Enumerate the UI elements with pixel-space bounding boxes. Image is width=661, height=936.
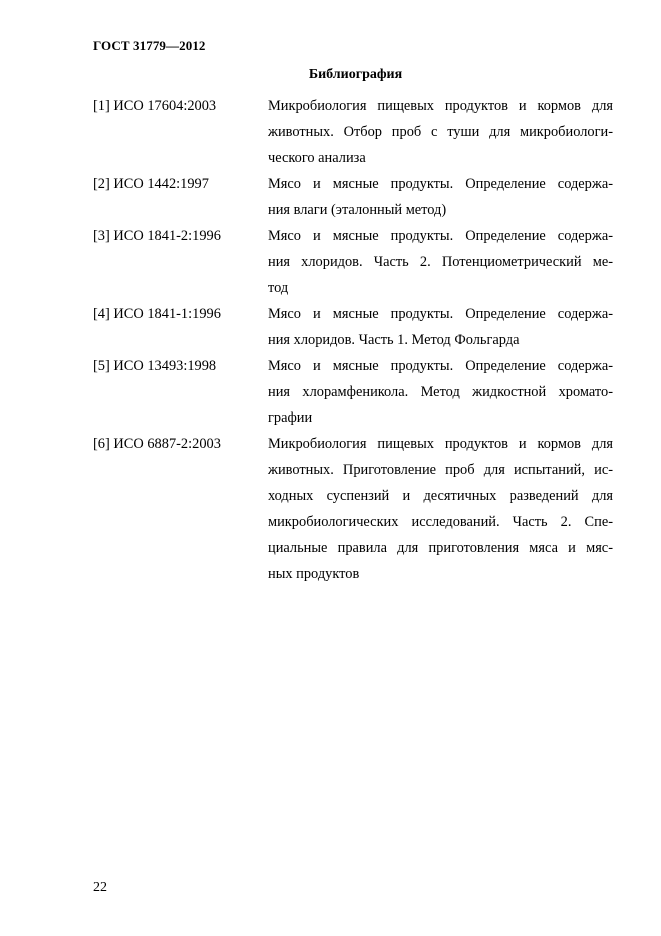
description-line: ческого анализа [268, 150, 366, 166]
entry-reference: [2] ИСО 1442:1997 [93, 176, 209, 192]
entry-description [268, 171, 613, 223]
description-line: ных продуктов [268, 566, 360, 582]
entry-reference: [6] ИСО 6887-2:2003 [93, 436, 221, 452]
description-line: Мясо и мясные продукты. Определение содержа- [268, 358, 613, 374]
section-title: Библиография [308, 67, 403, 82]
description-line: ния хлоридов. Часть 1. Метод Фольгарда [268, 332, 520, 348]
description-line: Микробиология пищевых продуктов и кормов для [268, 98, 613, 114]
description-line: Мясо и мясные продукты. Определение содержа- [268, 306, 613, 322]
description-line: животных. Отбор проб с туши для микробиологи- [268, 124, 613, 140]
description-line: Микробиология пищевых продуктов и кормов для [268, 436, 613, 452]
description-line: ния хлорамфеникола. Метод жидкостной хромато- [268, 384, 613, 400]
document-header: ГОСТ 31779—2012 [93, 38, 206, 53]
bibliography-list [93, 93, 613, 587]
description-line: Мясо и мясные продукты. Определение содержа- [268, 176, 613, 192]
description-line: тод [268, 280, 289, 296]
description-line: циальные правила для приготовления мяса и мяс- [268, 540, 613, 556]
description-line: животных. Приготовление проб для испытаний, ис- [268, 462, 613, 478]
bibliography-entry [93, 301, 613, 353]
description-line: графии [268, 410, 313, 426]
entry-description [268, 223, 613, 301]
entry-description [268, 353, 613, 431]
entry-reference: [5] ИСО 13493:1998 [93, 358, 217, 374]
bibliography-entry [93, 93, 613, 171]
entry-description [268, 93, 613, 171]
bibliography-entry [93, 353, 613, 431]
description-line: ния влаги (эталонный метод) [268, 202, 447, 218]
page-number: 22 [93, 880, 107, 895]
description-line: Мясо и мясные продукты. Определение содержа- [268, 228, 613, 244]
description-line: ния хлоридов. Часть 2. Потенциометрический ме- [268, 254, 613, 270]
bibliography-entry [93, 431, 613, 587]
bibliography-entry [93, 223, 613, 301]
bibliography-entry [93, 171, 613, 223]
entry-reference: [3] ИСО 1841-2:1996 [93, 228, 221, 244]
description-line: микробиологических исследований. Часть 2. Спе- [268, 514, 613, 530]
entry-reference: [1] ИСО 17604:2003 [93, 98, 217, 114]
entry-description [268, 301, 613, 353]
description-line: ходных суспензий и десятичных разведений для [268, 488, 613, 504]
entry-description [268, 431, 613, 587]
entry-reference: [4] ИСО 1841-1:1996 [93, 306, 221, 322]
